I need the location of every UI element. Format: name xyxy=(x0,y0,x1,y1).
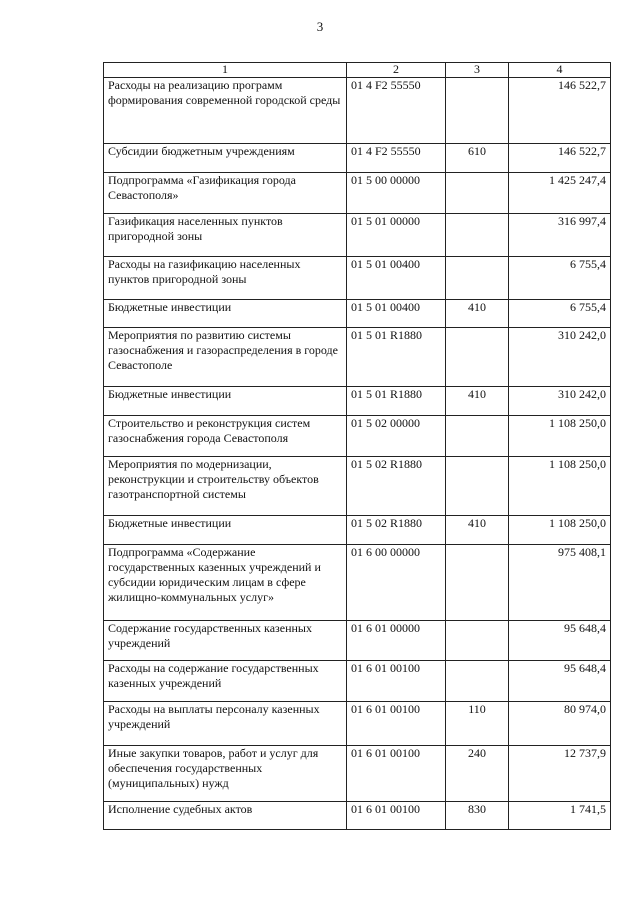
table-row xyxy=(104,387,611,416)
column-header-4: 4 xyxy=(509,63,611,78)
row-name-cell: Строительство и реконструкция систем газоснабжения города Севастополя xyxy=(104,416,347,457)
row-expense-type-cell xyxy=(446,328,509,387)
table-row xyxy=(104,457,611,516)
row-amount-cell: 310 242,0 xyxy=(509,328,611,387)
table-row xyxy=(104,702,611,746)
row-expense-type-cell xyxy=(446,545,509,621)
table-row xyxy=(104,144,611,173)
budget-table xyxy=(103,62,611,830)
row-name-cell: Расходы на реализацию программ формирования современной городской среды xyxy=(104,78,347,144)
row-name-cell: Бюджетные инвестиции xyxy=(104,516,347,545)
row-expense-type-cell xyxy=(446,214,509,257)
row-code-cell: 01 6 01 00100 xyxy=(347,661,446,702)
row-amount-cell: 316 997,4 xyxy=(509,214,611,257)
column-header-1: 1 xyxy=(104,63,347,78)
row-expense-type-cell: 610 xyxy=(446,144,509,173)
row-code-cell: 01 6 01 00100 xyxy=(347,802,446,830)
row-expense-type-cell: 240 xyxy=(446,746,509,802)
row-expense-type-cell xyxy=(446,457,509,516)
row-name-cell: Газификация населенных пунктов пригородной зоны xyxy=(104,214,347,257)
table-row xyxy=(104,78,611,144)
table-body xyxy=(104,78,611,830)
column-header-2: 2 xyxy=(347,63,446,78)
table-row xyxy=(104,173,611,214)
table-row xyxy=(104,516,611,545)
row-expense-type-cell: 830 xyxy=(446,802,509,830)
row-code-cell: 01 6 01 00000 xyxy=(347,621,446,661)
row-expense-type-cell xyxy=(446,257,509,300)
row-code-cell: 01 5 02 00000 xyxy=(347,416,446,457)
table-row xyxy=(104,802,611,830)
table-row xyxy=(104,328,611,387)
column-number-row xyxy=(104,63,611,78)
row-expense-type-cell: 110 xyxy=(446,702,509,746)
row-name-cell: Мероприятия по развитию системы газоснабжения и газораспределения в городе Севастополе xyxy=(104,328,347,387)
row-code-cell: 01 5 01 R1880 xyxy=(347,387,446,416)
row-amount-cell: 975 408,1 xyxy=(509,545,611,621)
row-name-cell: Мероприятия по модернизации, реконструкции и строительству объектов газотранспортной системы xyxy=(104,457,347,516)
row-expense-type-cell: 410 xyxy=(446,300,509,328)
table-row xyxy=(104,416,611,457)
row-amount-cell: 1 425 247,4 xyxy=(509,173,611,214)
row-name-cell: Субсидии бюджетным учреждениям xyxy=(104,144,347,173)
row-code-cell: 01 5 01 00000 xyxy=(347,214,446,257)
row-name-cell: Расходы на газификацию населенных пунктов пригородной зоны xyxy=(104,257,347,300)
row-expense-type-cell xyxy=(446,416,509,457)
row-code-cell: 01 6 01 00100 xyxy=(347,702,446,746)
row-expense-type-cell: 410 xyxy=(446,387,509,416)
row-expense-type-cell xyxy=(446,621,509,661)
row-name-cell: Расходы на выплаты персоналу казенных учреждений xyxy=(104,702,347,746)
table-row xyxy=(104,257,611,300)
row-amount-cell: 1 741,5 xyxy=(509,802,611,830)
row-amount-cell: 95 648,4 xyxy=(509,621,611,661)
row-amount-cell: 1 108 250,0 xyxy=(509,457,611,516)
row-name-cell: Содержание государственных казенных учреждений xyxy=(104,621,347,661)
row-expense-type-cell xyxy=(446,78,509,144)
row-name-cell: Бюджетные инвестиции xyxy=(104,300,347,328)
row-code-cell: 01 5 02 R1880 xyxy=(347,457,446,516)
row-code-cell: 01 5 02 R1880 xyxy=(347,516,446,545)
row-code-cell: 01 4 F2 55550 xyxy=(347,78,446,144)
row-code-cell: 01 6 00 00000 xyxy=(347,545,446,621)
row-name-cell: Расходы на содержание государственных казенных учреждений xyxy=(104,661,347,702)
table-row xyxy=(104,214,611,257)
row-code-cell: 01 4 F2 55550 xyxy=(347,144,446,173)
row-amount-cell: 95 648,4 xyxy=(509,661,611,702)
table-row xyxy=(104,300,611,328)
row-name-cell: Бюджетные инвестиции xyxy=(104,387,347,416)
row-amount-cell: 1 108 250,0 xyxy=(509,416,611,457)
column-header-3: 3 xyxy=(446,63,509,78)
row-amount-cell: 6 755,4 xyxy=(509,257,611,300)
row-code-cell: 01 5 01 00400 xyxy=(347,300,446,328)
row-amount-cell: 80 974,0 xyxy=(509,702,611,746)
table-row xyxy=(104,545,611,621)
row-code-cell: 01 6 01 00100 xyxy=(347,746,446,802)
row-expense-type-cell: 410 xyxy=(446,516,509,545)
row-amount-cell: 146 522,7 xyxy=(509,78,611,144)
table-row xyxy=(104,661,611,702)
row-expense-type-cell xyxy=(446,173,509,214)
row-code-cell: 01 5 01 R1880 xyxy=(347,328,446,387)
row-name-cell: Подпрограмма «Газификация города Севастополя» xyxy=(104,173,347,214)
row-amount-cell: 310 242,0 xyxy=(509,387,611,416)
page-number: 3 xyxy=(316,19,324,34)
row-amount-cell: 146 522,7 xyxy=(509,144,611,173)
row-amount-cell: 6 755,4 xyxy=(509,300,611,328)
row-code-cell: 01 5 00 00000 xyxy=(347,173,446,214)
row-name-cell: Подпрограмма «Содержание государственных казенных учреждений и субсидии юридическим лицам в сфере жилищно-коммунальных услуг» xyxy=(104,545,347,621)
table-row xyxy=(104,746,611,802)
row-code-cell: 01 5 01 00400 xyxy=(347,257,446,300)
table-row xyxy=(104,621,611,661)
row-name-cell: Иные закупки товаров, работ и услуг для обеспечения государственных (муниципальных) нужд xyxy=(104,746,347,802)
row-expense-type-cell xyxy=(446,661,509,702)
row-amount-cell: 1 108 250,0 xyxy=(509,516,611,545)
row-name-cell: Исполнение судебных актов xyxy=(104,802,347,830)
row-amount-cell: 12 737,9 xyxy=(509,746,611,802)
